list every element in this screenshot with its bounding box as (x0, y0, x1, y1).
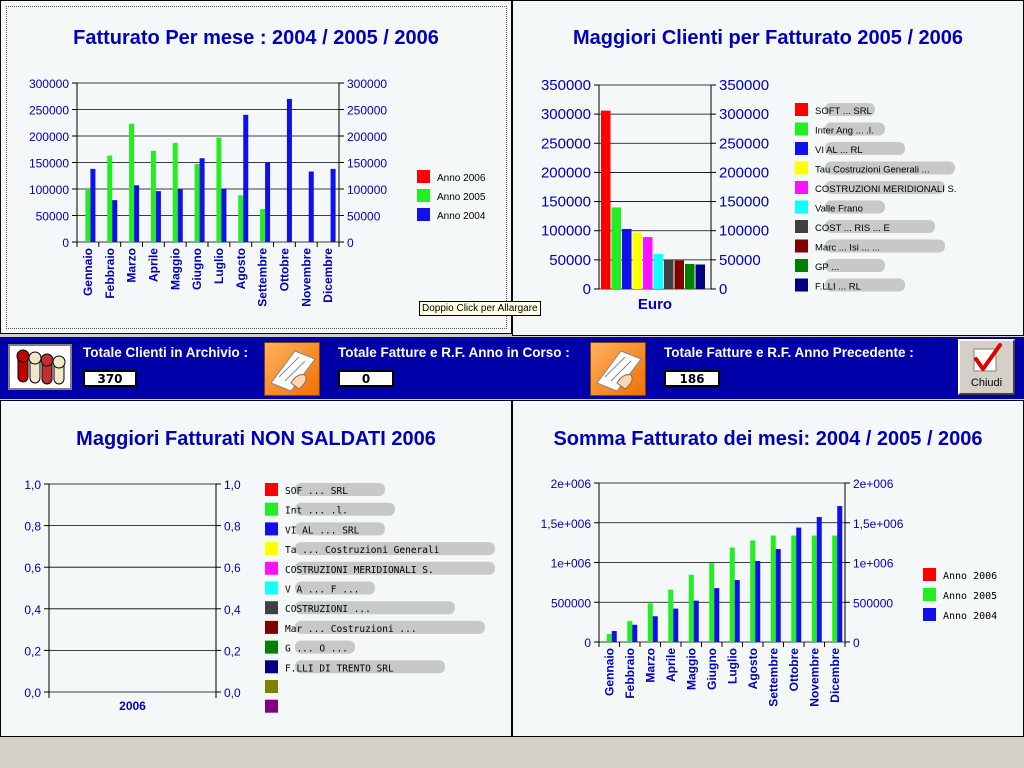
legend-swatch (265, 522, 278, 535)
legend-label: Mar ... Costruzioni ... (285, 623, 417, 635)
legend-label: F.LLI ... RL (815, 281, 861, 293)
y-tick-label-left: 1,0 (24, 478, 41, 492)
y-tick-label-right: 250000 (347, 103, 388, 118)
legend-swatch (265, 542, 278, 555)
x-tick-label: Giugno (190, 248, 205, 290)
legend-swatch (265, 641, 278, 654)
bar-anno-2005 (216, 138, 221, 242)
legend-swatch (265, 483, 278, 496)
bar-anno-2004 (287, 99, 292, 242)
legend-swatch (795, 240, 808, 253)
x-tick-label: Marzo (124, 248, 139, 283)
chart-maggiori-clienti (513, 1, 1023, 335)
legend-swatch (795, 162, 808, 175)
bar-anno-2004 (673, 609, 678, 642)
bar-anno-2005 (689, 575, 694, 642)
bar-anno-2004 (755, 561, 760, 642)
bar-client (696, 265, 706, 289)
legend-swatch (923, 568, 936, 581)
y-tick-label-right: 0,4 (224, 602, 241, 617)
checkmark-icon (960, 343, 1013, 379)
y-tick-label-left: 150000 (540, 193, 591, 211)
x-axis-label: Euro (637, 296, 673, 313)
bar-anno-2004 (178, 189, 183, 242)
legend-label: COSTRUZIONI MERIDIONALI S. (815, 184, 957, 195)
chart-title: Maggiori Fatturati NON SALDATI 2006 (76, 428, 436, 450)
legend-label: Tau Costruzioni Generali ... (815, 164, 930, 176)
bar-anno-2005 (151, 151, 156, 242)
legend-label: F.LLI DI TRENTO SRL (285, 663, 394, 675)
bar-anno-2004 (653, 616, 658, 642)
bar-anno-2004 (817, 517, 822, 642)
y-tick-label-left: 0 (582, 281, 591, 298)
legend-swatch (265, 621, 278, 634)
legend-swatch (923, 608, 936, 621)
legend-swatch (795, 201, 808, 214)
x-tick-label: Maggio (168, 248, 183, 290)
x-tick-label: Luglio (725, 648, 740, 684)
bar-anno-2005 (730, 547, 735, 642)
tooltip: Doppio Click per Allargare (419, 301, 541, 316)
legend-swatch (795, 103, 808, 116)
bar-client (664, 260, 674, 289)
y-tick-label-left: 0,4 (24, 602, 41, 617)
x-tick-label: Settembre (766, 648, 781, 707)
y-tick-label-left: 350000 (540, 77, 591, 94)
bar-anno-2005 (173, 143, 178, 242)
y-tick-label-right: 0,8 (224, 519, 241, 534)
y-tick-label-right: 0,0 (224, 686, 241, 700)
bar-anno-2005 (791, 536, 796, 642)
bar-client (675, 260, 685, 289)
legend-swatch (417, 189, 430, 202)
legend-label: Marc ... Isi ... ... (815, 242, 880, 254)
chart-panel-fatturato-mese[interactable] (0, 0, 512, 334)
y-tick-label-left: 300000 (540, 106, 591, 124)
y-tick-label-right: 150000 (719, 193, 770, 211)
y-tick-label-right: 0,2 (224, 644, 241, 659)
y-tick-label-left: 0 (584, 636, 591, 650)
legend-swatch (265, 582, 278, 595)
legend-swatch (923, 588, 936, 601)
bar-anno-2005 (771, 536, 776, 642)
legend-label: Valle Frano (815, 203, 863, 215)
y-tick-label-left: 200000 (28, 130, 69, 144)
x-tick-label: Ottobre (786, 648, 801, 692)
y-tick-label-right: 100000 (719, 222, 770, 240)
bar-client (633, 232, 643, 289)
y-tick-label-right: 1,5e+006 (853, 516, 904, 531)
legend-label: Anno 2006 (437, 173, 486, 184)
y-tick-label-left: 500000 (550, 596, 591, 611)
x-tick-label: Giugno (704, 648, 719, 690)
y-tick-label-right: 0 (719, 281, 728, 298)
bar-anno-2005 (709, 563, 714, 642)
y-tick-label-right: 1e+006 (853, 556, 894, 571)
legend-label: Anno 2005 (943, 591, 998, 602)
x-tick-label: Agosto (745, 648, 760, 690)
y-tick-label-left: 0,8 (24, 519, 41, 534)
y-tick-label-right: 1,0 (224, 478, 241, 492)
bar-anno-2004 (243, 115, 248, 242)
y-tick-label-left: 300000 (28, 77, 69, 91)
bar-anno-2004 (331, 169, 336, 242)
bar-anno-2005 (832, 536, 837, 642)
x-tick-label: Dicembre (321, 248, 336, 303)
x-tick-label: Febbraio (102, 248, 117, 299)
bar-anno-2005 (195, 164, 200, 242)
legend-swatch (795, 181, 808, 194)
fatture-corso-value: 0 (338, 370, 394, 387)
legend-label: Ta ... Costruzioni Generali (285, 545, 440, 557)
fatture-prec-value: 186 (664, 370, 720, 387)
legend-swatch (265, 700, 278, 713)
bar-anno-2004 (309, 172, 314, 242)
bar-anno-2004 (90, 169, 95, 242)
bar-anno-2005 (668, 590, 673, 642)
bar-anno-2005 (260, 209, 265, 242)
invoice-icon (590, 342, 646, 396)
y-tick-label-right: 250000 (719, 135, 770, 153)
legend-label: Anno 2006 (943, 571, 998, 582)
x-tick-label: Novembre (807, 648, 822, 707)
y-tick-label-left: 2e+006 (550, 477, 591, 491)
bar-client (643, 237, 653, 289)
clienti-value: 370 (83, 370, 137, 387)
bar-anno-2005 (627, 621, 632, 642)
legend-swatch (265, 660, 278, 673)
legend-swatch (265, 680, 278, 693)
legend-label: V A ... F ... (285, 584, 360, 596)
summary-bar (0, 337, 1024, 399)
chart-title: Somma Fatturato dei mesi: 2004 / 2005 / 2006 (553, 428, 983, 450)
bar-anno-2004 (134, 185, 139, 242)
bar-anno-2004 (200, 158, 205, 242)
legend-label: SOF ... SRL (285, 486, 348, 497)
y-tick-label-right: 0,6 (224, 561, 241, 576)
invoice-icon (264, 342, 320, 396)
x-tick-label: Ottobre (277, 248, 292, 292)
chart-non-saldati (1, 401, 511, 736)
bar-anno-2004 (156, 191, 161, 242)
legend-swatch (795, 142, 808, 155)
legend-swatch (265, 601, 278, 614)
x-tick-label: Aprile (663, 648, 678, 683)
close-button[interactable] (958, 339, 1015, 395)
y-tick-label-left: 100000 (28, 183, 69, 197)
legend-label: SOFT ... SRL (815, 106, 872, 117)
legend-label: VI AL ... SRL (285, 525, 360, 537)
bar-anno-2004 (776, 549, 781, 642)
legend-swatch (265, 503, 278, 516)
legend-label: COSTRUZIONI MERIDIONALI S. (285, 564, 434, 576)
bar-anno-2005 (607, 634, 612, 642)
y-tick-label-left: 150000 (28, 156, 69, 171)
chart-title: Maggiori Clienti per Fatturato 2005 / 2006 (572, 27, 964, 49)
bar-anno-2004 (796, 528, 801, 642)
y-tick-label-right: 0 (853, 636, 860, 650)
y-tick-label-right: 100000 (347, 183, 388, 197)
bar-client (601, 111, 611, 289)
close-label: Chiudi (970, 377, 1003, 389)
clienti-label: Totale Clienti in Archivio : (83, 345, 249, 360)
bar-anno-2004 (714, 588, 719, 642)
y-tick-label-right: 300000 (347, 77, 388, 91)
x-tick-label: Agosto (233, 248, 248, 290)
y-tick-label-left: 0 (62, 236, 69, 250)
x-tick-label: Luglio (211, 248, 226, 284)
bar-anno-2005 (238, 195, 243, 242)
bar-anno-2004 (221, 188, 226, 242)
legend-label: COST ... RIS ... E (815, 223, 890, 234)
bar-anno-2004 (735, 580, 740, 642)
bar-anno-2005 (129, 124, 134, 242)
y-tick-label-right: 150000 (347, 156, 388, 171)
clients-icon (8, 344, 72, 390)
y-tick-label-left: 50000 (549, 251, 591, 269)
chart-fatturato-mese (1, 1, 511, 333)
legend-label: GP ... (815, 262, 840, 273)
x-tick-label: Aprile (146, 248, 161, 283)
chart-somma-fatturato (513, 401, 1023, 736)
bar-client (622, 229, 632, 289)
legend-label: Anno 2004 (943, 611, 998, 622)
x-tick-label: 2006 (119, 699, 146, 713)
y-tick-label-left: 200000 (540, 164, 591, 182)
y-tick-label-left: 0,2 (24, 644, 41, 659)
bar-anno-2005 (750, 540, 755, 642)
y-tick-label-left: 100000 (540, 222, 591, 240)
legend-label: Inter Ang ... .l. (815, 125, 874, 137)
y-tick-label-right: 50000 (719, 251, 761, 269)
y-tick-label-right: 200000 (347, 130, 388, 144)
y-tick-label-left: 50000 (35, 209, 69, 224)
legend-label: COSTRUZIONI ... (285, 604, 371, 616)
chart-title: Fatturato Per mese : 2004 / 2005 / 2006 (73, 27, 439, 49)
x-tick-label: Settembre (255, 248, 270, 307)
bar-anno-2004 (265, 163, 270, 243)
legend-swatch (795, 220, 808, 233)
x-tick-label: Maggio (684, 648, 699, 690)
y-tick-label-right: 300000 (719, 106, 770, 124)
y-tick-label-left: 1e+006 (550, 556, 591, 571)
x-tick-label: Dicembre (827, 648, 842, 703)
x-tick-label: Gennaio (80, 248, 95, 297)
chart-panel-maggiori-clienti[interactable] (512, 0, 1024, 336)
bar-client (685, 264, 695, 289)
x-tick-label: Novembre (299, 248, 314, 307)
bar-client (612, 207, 622, 289)
chart-panel-non-saldati[interactable] (0, 400, 512, 737)
bar-anno-2004 (837, 506, 842, 642)
y-tick-label-left: 250000 (28, 103, 69, 118)
bar-anno-2005 (812, 536, 817, 642)
bar-anno-2004 (112, 200, 117, 242)
x-tick-label: Febbraio (622, 648, 637, 699)
fatture-corso-label: Totale Fatture e R.F. Anno in Corso : (338, 345, 570, 360)
bar-anno-2005 (107, 156, 112, 242)
bar-anno-2005 (85, 189, 90, 242)
y-tick-label-right: 200000 (719, 164, 770, 182)
y-tick-label-right: 350000 (719, 77, 770, 94)
y-tick-label-left: 0,0 (24, 686, 41, 700)
legend-swatch (417, 208, 430, 221)
chart-panel-somma-fatturato[interactable] (512, 400, 1024, 737)
legend-swatch (795, 123, 808, 136)
y-tick-label-left: 1,5e+006 (540, 516, 591, 531)
legend-swatch (417, 170, 430, 183)
y-tick-label-left: 250000 (540, 135, 591, 153)
legend-label: Anno 2004 (437, 211, 486, 222)
bar-anno-2004 (694, 601, 699, 642)
legend-label: Anno 2005 (437, 192, 486, 203)
bar-client (654, 254, 664, 289)
bar-anno-2004 (612, 631, 617, 642)
x-tick-label: Marzo (643, 648, 658, 683)
y-tick-label-right: 50000 (347, 209, 381, 224)
fatture-prec-label: Totale Fatture e R.F. Anno Precedente : (664, 345, 914, 360)
legend-swatch (795, 259, 808, 272)
legend-label: VI AL ... RL (815, 145, 863, 156)
legend-swatch (265, 562, 278, 575)
y-tick-label-right: 500000 (853, 596, 894, 611)
legend-label: Int ... .l. (285, 505, 348, 517)
y-tick-label-left: 0,6 (24, 561, 41, 576)
legend-label: G ... O ... (285, 643, 348, 655)
legend-swatch (795, 279, 808, 292)
bar-anno-2005 (648, 603, 653, 642)
y-tick-label-right: 2e+006 (853, 477, 894, 491)
x-tick-label: Gennaio (602, 648, 617, 697)
bar-anno-2004 (632, 625, 637, 642)
y-tick-label-right: 0 (347, 236, 354, 250)
